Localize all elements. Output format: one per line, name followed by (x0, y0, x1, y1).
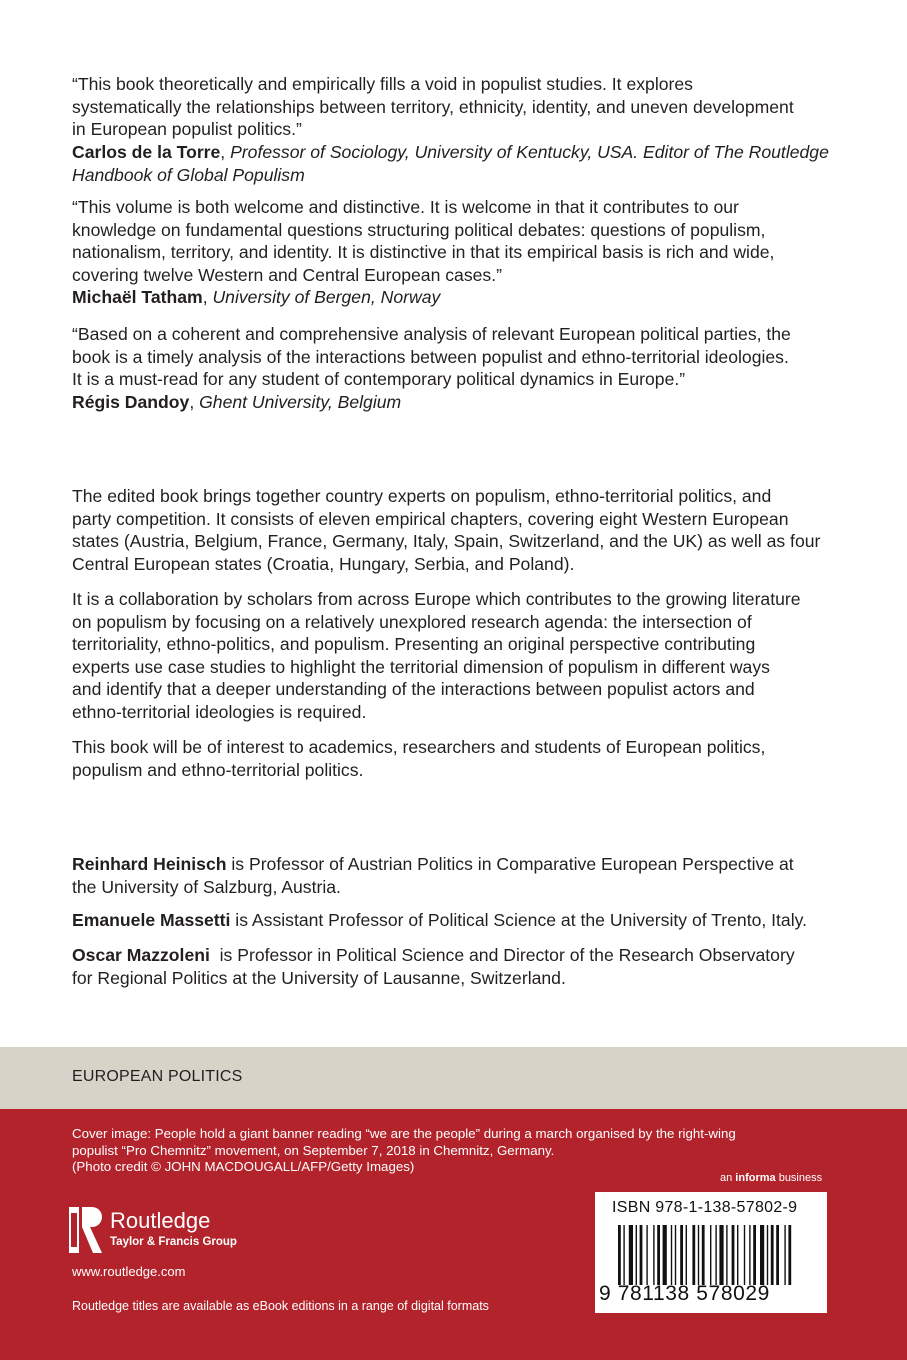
praise-quote-3: “Based on a coherent and comprehensive analysis of relevant European political parties, the book is a timely analysis of the interactions between populist and ethno-territorial ideologies. It is a must-read for any student of contemporary political dynamics in Europe.” Régis Dandoy, Ghent University, Belgium (72, 323, 842, 413)
quote-line: It is a must-read for any student of contemporary political dynamics in Europe.” (72, 369, 686, 390)
reviewer-name: Carlos de la Torre (72, 142, 221, 162)
editor-name: Emanuele Massetti (72, 910, 231, 930)
reviewer-affiliation: Professor of Sociology, University of Kentucky, USA. Editor of The Routledge (230, 142, 829, 162)
barcode-bar (653, 1225, 654, 1285)
barcode-bar (776, 1225, 779, 1285)
barcode-bar (692, 1225, 695, 1285)
series-label: EUROPEAN POLITICS (72, 1068, 243, 1085)
routledge-logo (68, 1205, 288, 1259)
barcode-bar (680, 1225, 683, 1285)
barcode-bar (732, 1225, 735, 1285)
informa-prefix: an (720, 1172, 736, 1184)
barcode-bar (719, 1225, 723, 1285)
series-band (0, 1047, 907, 1109)
editor-bio-text: for Regional Politics at the University of Lausanne, Switzerland. (72, 967, 566, 988)
barcode-bar (715, 1225, 716, 1285)
barcode-bar (726, 1225, 727, 1285)
barcode-bar (646, 1225, 647, 1285)
description-paragraph-2 (72, 588, 842, 724)
paragraph-line: ethno-territorial ideologies is required. (72, 701, 367, 722)
quote-line: knowledge on fundamental questions structuring political debates: questions of populism, (72, 219, 766, 240)
barcode-bar (671, 1225, 672, 1285)
barcode-digits: 9 781138 578029 (599, 1282, 770, 1305)
editor-bio-3 (72, 944, 842, 989)
cover-credit-line: Cover image: People hold a giant banner reading “we are the people” during a march organised by the right-wing (72, 1126, 736, 1141)
quote-line: book is a timely analysis of the interactions between populist and ethno-territorial ideologies. (72, 346, 789, 367)
quote-line: nationalism, territory, and identity. It is distinctive in that its empirical basis is rich and wide, (72, 242, 775, 263)
barcode-bar (686, 1225, 687, 1285)
paragraph-line: experts use case studies to highlight the territorial dimension of populism in different ways (72, 656, 770, 677)
reviewer-affiliation: Ghent University, Belgium (199, 391, 402, 412)
barcode-bar (663, 1225, 667, 1285)
editor-bio-text: is Assistant Professor of Political Science at the University of Trento, Italy. (230, 910, 808, 930)
editor-bio-2 (72, 909, 842, 932)
barcode-bar (753, 1225, 756, 1285)
barcode-bar (744, 1225, 745, 1285)
barcode-bar (767, 1225, 768, 1285)
praise-attribution-1: Carlos de la Torre, Professor of Sociology, University of Kentucky, USA. Editor of The Routledge Handbook of Global Populism (72, 141, 842, 186)
informa-business-label (720, 1172, 822, 1184)
paragraph-line: Central European states (Croatia, Hungary, Serbia, and Poland). (72, 553, 575, 574)
isbn-label: ISBN 978-1-138-57802-9 (612, 1199, 798, 1216)
editor-name: Reinhard Heinisch (72, 854, 227, 874)
reviewer-affiliation: Handbook of Global Populism (72, 164, 305, 185)
quote-line: “This volume is both welcome and distinctive. It is welcome in that it contributes to our (72, 197, 739, 217)
barcode-bar (771, 1225, 774, 1285)
paragraph-line: states (Austria, Belgium, France, Germany, Italy, Spain, Switzerland, and the UK) as well as four (72, 531, 821, 552)
quote-line: “This book theoretically and empirically fills a void in populist studies. It explores (72, 74, 693, 94)
praise-quote-1 (72, 73, 842, 141)
publisher-name: Routledge (110, 1208, 211, 1233)
paragraph-line: populism and ethno-territorial politics. (72, 759, 364, 780)
reviewer-affiliation: University of Bergen, Norway (212, 287, 441, 308)
barcode-bar (640, 1225, 643, 1285)
paragraph-line: territoriality, ethno-politics, and populism. Presenting an original perspective contributing (72, 634, 756, 655)
editor-bio-1 (72, 853, 842, 898)
editor-bio-text: is Professor in Political Science and Director of the Research Observatory (209, 945, 795, 965)
publisher-group: Taylor & Francis Group (110, 1236, 237, 1248)
description-paragraph-3 (72, 736, 842, 781)
editor-bio-text: is Professor of Austrian Politics in Comparative European Perspective at (226, 854, 794, 874)
quote-line: systematically the relationships between territory, ethnicity, identity, and uneven development (72, 96, 794, 117)
quote-line: covering twelve Western and Central European cases.” (72, 264, 502, 285)
barcode-bar (657, 1225, 660, 1285)
ebook-note: Routledge titles are available as eBook editions in a range of digital formats (72, 1299, 489, 1313)
reviewer-name: Michaël Tatham (72, 287, 203, 308)
editor-name: Oscar Mazzoleni (72, 945, 210, 965)
routledge-emblem-icon (68, 1205, 104, 1257)
quote-line: in European populist politics.” (72, 119, 302, 140)
reviewer-name: Régis Dandoy (72, 391, 190, 412)
barcode-bar (788, 1225, 791, 1285)
barcode-graphic (618, 1225, 814, 1285)
quote-line: “Based on a coherent and comprehensive analysis of relevant European political parties, the (72, 324, 791, 344)
paragraph-line: The edited book brings together country experts on populism, ethno-territorial politics, and (72, 486, 772, 506)
paragraph-line: on populism by focusing on a relatively unexplored research agenda: the intersection of (72, 611, 752, 632)
informa-suffix: business (775, 1172, 823, 1184)
cover-credit (72, 1126, 832, 1176)
paragraph-line: This book will be of interest to academics, researchers and students of European politics, (72, 737, 766, 757)
barcode-bar (675, 1225, 676, 1285)
barcode-bar (623, 1225, 624, 1285)
paragraph-line: and identify that a deeper understanding of the interactions between populist actors and (72, 679, 755, 700)
barcode-bar (702, 1225, 705, 1285)
barcode-bar (618, 1225, 621, 1285)
barcode-bar (698, 1225, 699, 1285)
description-paragraph-1 (72, 485, 842, 575)
barcode-bar (749, 1225, 750, 1285)
barcode-bar (636, 1225, 637, 1285)
editor-bio-text: the University of Salzburg, Austria. (72, 876, 341, 897)
barcode-bar (710, 1225, 711, 1285)
paragraph-line: It is a collaboration by scholars from across Europe which contributes to the growing literature (72, 589, 801, 609)
barcode-bar (784, 1225, 785, 1285)
barcode-bar (737, 1225, 738, 1285)
publisher-website[interactable]: www.routledge.com (72, 1264, 186, 1279)
cover-credit-line: populist “Pro Chemnitz” movement, on September 7, 2018 in Chemnitz, Germany. (72, 1142, 555, 1158)
paragraph-line: party competition. It consists of eleven empirical chapters, covering eight Western European (72, 508, 789, 529)
informa-brand: informa (735, 1172, 776, 1184)
barcode-bar (760, 1225, 764, 1285)
isbn-barcode-box (595, 1192, 827, 1313)
publisher-band (0, 1109, 907, 1360)
cover-credit-line: (Photo credit © JOHN MACDOUGALL/AFP/Getty Images) (72, 1159, 415, 1174)
praise-quote-2: “This volume is both welcome and distinctive. It is welcome in that it contributes to our knowledge on fundamental questions structuring political debates: questions of populism, nationalism, territory, and identity. It is distinctive in that its empirical basis is rich and wide, covering twelve Western and Central European cases.” Michaël Tatham, University of Bergen, Norway (72, 196, 842, 309)
barcode-bar (629, 1225, 633, 1285)
